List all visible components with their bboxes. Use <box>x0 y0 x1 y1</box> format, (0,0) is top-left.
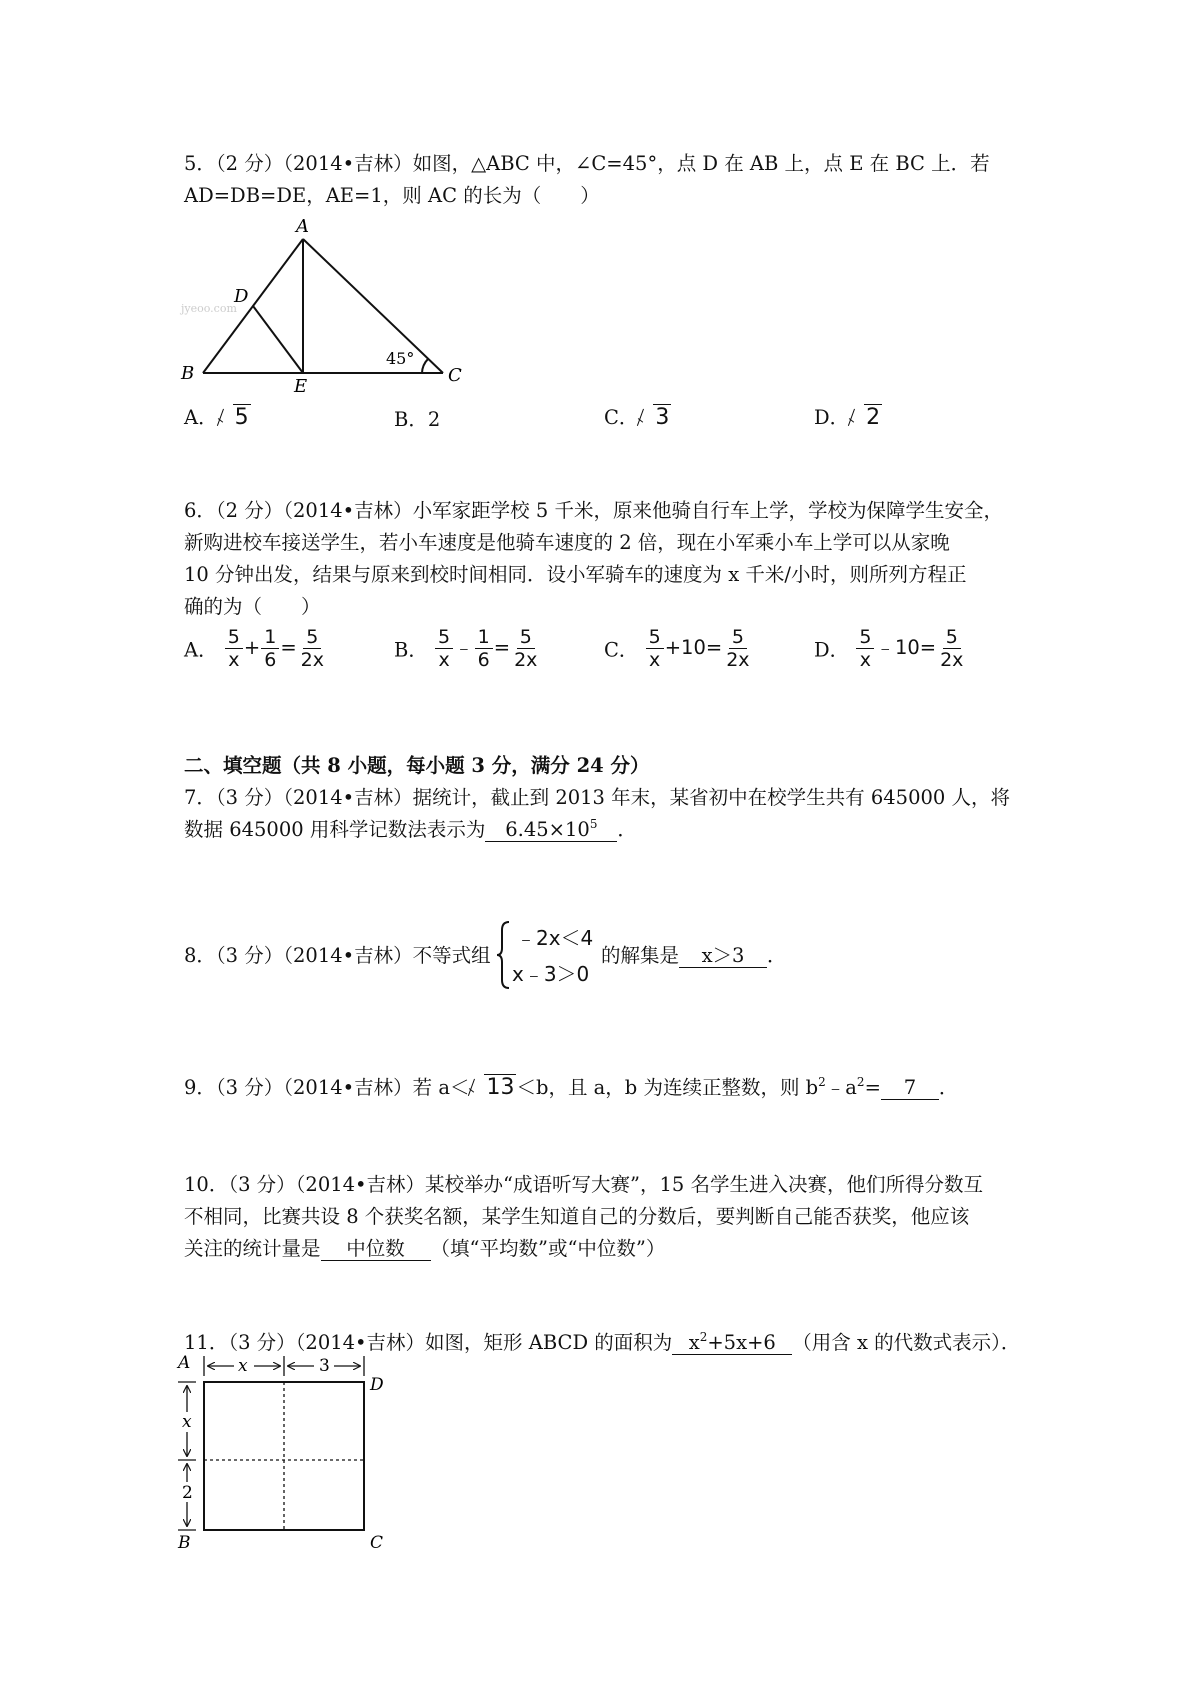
q6-line1: 6．（2 分）（2014•吉林）小军家距学校 5 千米，原来他骑自行车上学，学校为保障学生安全， <box>184 499 1003 522</box>
q11-answer-blank <box>672 1332 792 1355</box>
q6-line2: 新购进校车接送学生，若小车速度是他骑车速度的 2 倍，现在小军乘小车上学可以从家晚 <box>184 531 950 554</box>
option-b-label: B． <box>394 638 428 662</box>
q11-suffix: （用含 x 的代数式表示）． <box>792 1331 1021 1354</box>
section-2-title: 二、填空题（共 8 小题，每小题 3 分，满分 24 分） <box>184 754 650 777</box>
q9-mid2: ﹣a <box>825 1076 857 1099</box>
label-d: D <box>234 286 249 307</box>
option-d-label: D． <box>814 406 850 429</box>
minus-ten-equals: ﹣10= <box>875 636 937 659</box>
equals-sign: = <box>493 636 511 659</box>
radicand: 13 <box>486 1075 515 1100</box>
q5-option-a[interactable] <box>184 402 251 430</box>
exponent: 2 <box>699 1330 708 1344</box>
option-b-value: 2 <box>427 408 441 431</box>
plus-ten-equals: +10= <box>664 636 723 659</box>
q5-option-b[interactable] <box>394 404 440 432</box>
period: ． <box>938 1076 959 1099</box>
q10-line3-prefix: 关注的统计量是 <box>184 1237 321 1260</box>
equals-sign: = <box>864 1076 881 1099</box>
fraction: $\frac{5}{2x}$ <box>726 626 750 671</box>
answer-exponent: 5 <box>589 817 598 831</box>
q8-line <box>184 943 491 969</box>
period: ． <box>617 818 637 841</box>
brace-icon <box>496 920 512 990</box>
q11-prefix: 11．（3 分）（2014•吉林）如图，矩形 ABCD 的面积为 <box>184 1331 673 1354</box>
q10-line1: 10．（3 分）（2014•吉林）某校举办“成语听写大赛”，15 名学生进入决赛，他们所得分数互 <box>184 1173 983 1196</box>
option-a-label: A． <box>184 638 218 662</box>
q10-line3-suffix: （填“平均数”或“中位数”） <box>430 1237 666 1260</box>
q7-line2 <box>184 817 637 843</box>
option-c-label: C． <box>604 638 639 662</box>
fraction: $\frac{5}{2x}$ <box>940 626 964 671</box>
label-e: E <box>294 376 308 394</box>
label-c: C <box>448 365 462 386</box>
radicand: 5 <box>234 405 249 430</box>
fraction: $\frac{1}{6}$ <box>475 626 493 671</box>
q10-answer-blank: 中位数 <box>321 1238 431 1261</box>
fraction: $\frac{1}{6}$ <box>261 626 279 671</box>
q9-prefix: 9．（3 分）（2014•吉林）若 a＜ <box>184 1076 470 1099</box>
q7-answer-blank <box>485 819 617 842</box>
q6-line3: 10 分钟出发，结果与原来到校时间相同．设小军骑车的速度为 x 千米/小时，则所列方程正 <box>184 563 967 586</box>
q10-line3 <box>184 1236 665 1262</box>
q5-triangle-figure <box>176 214 476 394</box>
sqrt-13 <box>469 1075 516 1101</box>
q8-answer-line <box>601 943 787 969</box>
q7-line2-text: 数据 645000 用科学记数法表示为 <box>184 818 486 841</box>
period: ． <box>767 944 787 967</box>
option-b-label: B． <box>394 408 428 431</box>
q6-option-d[interactable] <box>814 626 967 671</box>
q6-line4: 确的为（ ） <box>184 595 321 618</box>
exponent: 2 <box>856 1075 865 1089</box>
equals-sign: = <box>280 636 297 659</box>
q8-inequality-1: ﹣2x＜4 <box>516 926 594 950</box>
q5-option-c[interactable] <box>604 402 671 430</box>
q8-prefix: 8．（3 分）（2014•吉林）不等式组 <box>184 944 491 967</box>
fraction: $\frac{5}{x}$ <box>435 626 453 671</box>
option-a-label: A． <box>184 406 218 429</box>
q8-inequality-2: x﹣3＞0 <box>512 962 590 986</box>
label-b: B <box>178 1533 191 1550</box>
sqrt-2 <box>849 405 882 430</box>
label-three: 3 <box>319 1356 330 1376</box>
exponent: 2 <box>818 1075 826 1089</box>
q5-line1: 5．（2 分）（2014•吉林）如图，△ABC 中，∠C=45°，点 D 在 AB 上，点 E 在 BC 上．若 <box>184 152 990 175</box>
answer-part: +5x+6 <box>707 1331 776 1354</box>
label-a: A <box>178 1353 191 1373</box>
q6-option-c[interactable] <box>604 626 754 671</box>
answer-part: x <box>688 1331 700 1354</box>
angle-label: 45° <box>386 349 415 368</box>
q11-rectangle-figure <box>176 1352 396 1550</box>
radicand: 2 <box>866 405 881 430</box>
watermark: jyeoo.com <box>181 302 237 315</box>
label-d: D <box>370 1375 384 1395</box>
label-x-side: x <box>182 1412 192 1432</box>
q5-option-d[interactable] <box>814 402 882 430</box>
answer-base: 6.45×10 <box>505 818 590 841</box>
label-b: B <box>181 363 195 384</box>
fraction: $\frac{5}{x}$ <box>225 626 243 671</box>
q8-answer-blank: x＞3 <box>679 945 767 968</box>
q7-line1: 7．（3 分）（2014•吉林）据统计，截止到 2013 年末，某省初中在校学生共有 645000 人，将 <box>184 786 1010 809</box>
q5-line2: AD=DB=DE，AE=1，则 AC 的长为（ ） <box>184 184 600 207</box>
fraction: $\frac{5}{x}$ <box>856 626 874 671</box>
label-c: C <box>370 1533 384 1550</box>
q9-answer-blank: 7 <box>881 1077 939 1100</box>
q9-mid: ＜b，且 a，b 为连续正整数，则 b <box>516 1076 819 1099</box>
sqrt-5 <box>218 405 251 430</box>
fraction: $\frac{5}{x}$ <box>646 626 664 671</box>
label-two: 2 <box>182 1483 193 1503</box>
q6-option-b[interactable] <box>394 626 541 671</box>
option-d-label: D． <box>814 638 850 662</box>
label-x-top: x <box>238 1356 248 1376</box>
label-a: A <box>296 216 309 237</box>
plus-sign: + <box>243 636 261 659</box>
q6-option-a[interactable] <box>184 626 328 671</box>
fraction: $\frac{5}{2x}$ <box>300 626 325 671</box>
q8-mid: 的解集是 <box>601 944 680 967</box>
radicand: 3 <box>655 405 670 430</box>
minus-sign: ﹣ <box>454 636 474 659</box>
q10-line2: 不相同，比赛共设 8 个获奖名额，某学生知道自己的分数后，要判断自己能否获奖，他应该 <box>184 1205 970 1228</box>
fraction: $\frac{5}{2x}$ <box>514 626 538 671</box>
sqrt-3 <box>638 405 671 430</box>
option-c-label: C． <box>604 406 639 429</box>
q9-line <box>184 1075 958 1101</box>
